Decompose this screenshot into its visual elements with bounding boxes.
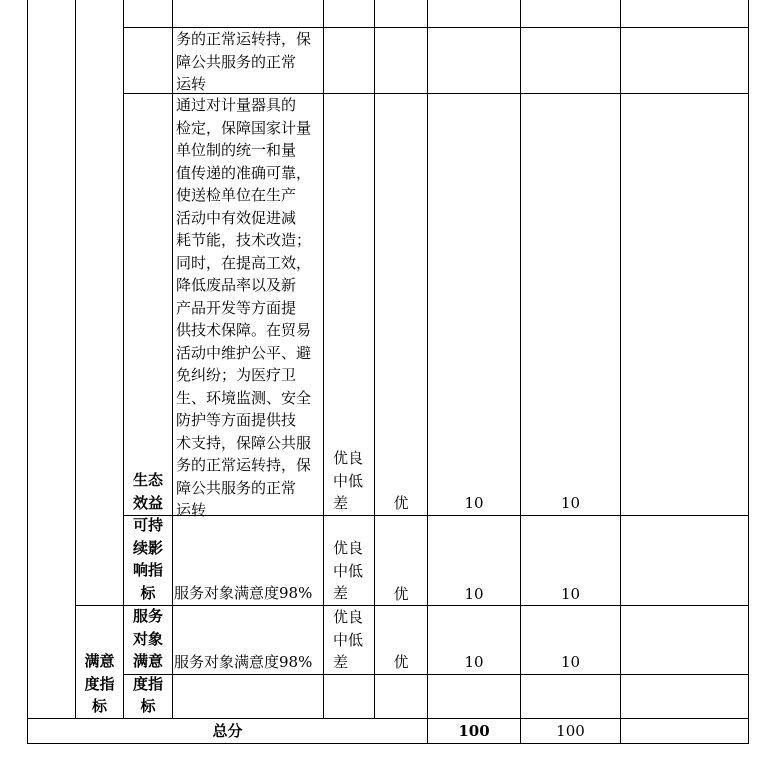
row-divider [75, 605, 749, 606]
evaluation-grade: 优 [393, 653, 409, 671]
col-divider [427, 0, 428, 744]
table-right-border [748, 0, 749, 744]
col-divider [620, 0, 621, 744]
total-label: 总分 [212, 722, 243, 740]
indicator-description: 服务对象满意度98% [174, 584, 313, 602]
evaluation-grade: 优 [393, 494, 409, 512]
indicator-name: 可持 续影 响指 标 [132, 516, 163, 602]
evaluation-scale: 优良 中低 差 [333, 539, 364, 602]
col-divider [374, 0, 375, 719]
indicator-score: 10 [464, 494, 484, 512]
category-name: 满意 度指 标 [84, 652, 115, 715]
actual-score: 10 [560, 585, 581, 603]
indicator-description: 通过对计量器具的 检定，保障国家计量 单位制的统一和量 值传递的准确可靠， 使送检单位在生产 活动中有效促进减 耗节能，技术改造； 同时，在提高工效， 降低废品率以及新 产品开发等方面提 供技术保障。在贸易 活动中维护公平、避 免纠纷；为医疗卫 生、环境监测、安全 防护等方面提供技 术支持，保障公共服 务的正常运转持，保 障公共服务的正常 运转 [176, 96, 312, 519]
evaluation-grade: 优 [393, 585, 409, 603]
indicator-score: 10 [464, 653, 484, 671]
actual-score: 10 [560, 653, 581, 671]
row-divider [123, 674, 749, 675]
evaluation-scale: 优良 中低 差 [333, 608, 364, 671]
total-actual: 100 [556, 722, 585, 740]
indicator-name: 生态 效益 [132, 471, 163, 512]
indicator-description: 服务对象满意度98% [174, 653, 313, 671]
col-divider [75, 0, 76, 719]
total-score: 100 [458, 722, 490, 740]
actual-score: 10 [560, 494, 581, 512]
indicator-score: 10 [464, 585, 484, 603]
row-divider [27, 718, 749, 719]
evaluation-scale: 优良 中低 差 [333, 449, 364, 512]
col-divider [172, 0, 173, 719]
col-divider [520, 0, 521, 744]
table-bottom-border [27, 743, 749, 744]
indicator-name: 服务 对象 满意 度指 标 [132, 607, 163, 715]
indicator-description: 务的正常运转持，保 障公共服务的正常 运转 [176, 30, 312, 93]
table-left-border [27, 0, 28, 744]
